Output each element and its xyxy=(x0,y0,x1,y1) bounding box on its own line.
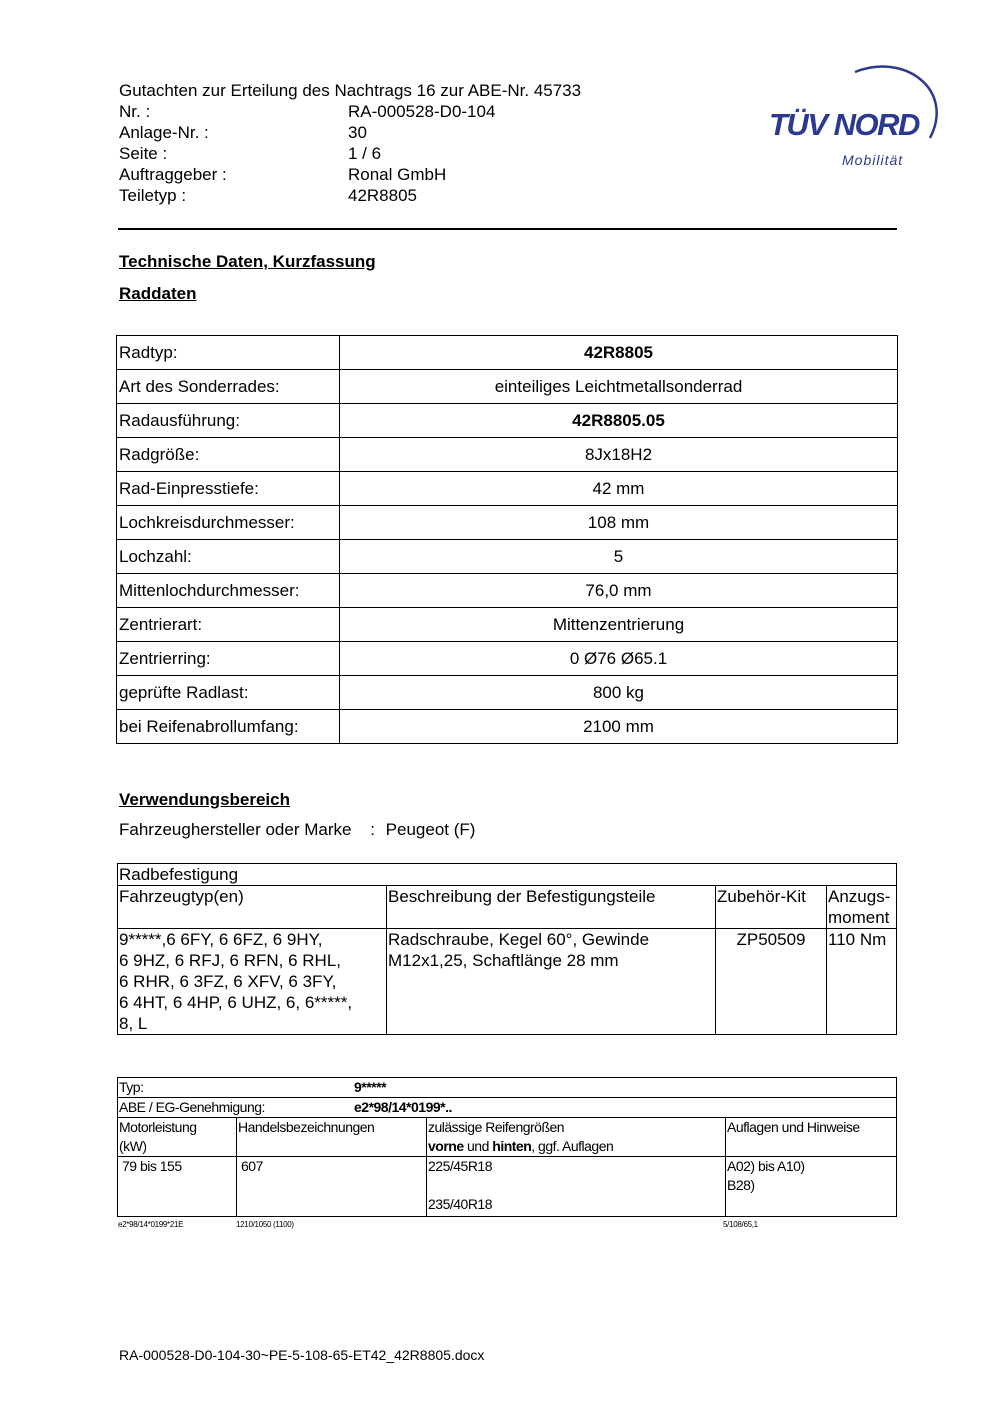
raddaten-row xyxy=(117,608,898,642)
raddaten-label: Rad-Einpresstiefe: xyxy=(117,472,340,506)
beschreibung-cell xyxy=(387,929,716,1035)
reifen-2: 235/40R18 xyxy=(428,1196,493,1212)
abe-label: ABE / EG-Genehmigung: xyxy=(119,1099,265,1115)
tuv-nord-logo xyxy=(765,60,945,170)
manufacturer-label: Fahrzeughersteller oder Marke xyxy=(119,820,352,839)
zubehoer-kit-cell: ZP50509 xyxy=(716,929,827,1035)
reifen-1: 225/45R18 xyxy=(428,1158,493,1174)
raddaten-table xyxy=(116,335,898,744)
raddaten-row xyxy=(117,574,898,608)
header-value: 30 xyxy=(348,123,367,142)
raddaten-label: Radgröße: xyxy=(117,438,340,472)
raddaten-row xyxy=(117,676,898,710)
reifengroessen-cell xyxy=(427,1157,726,1217)
raddaten-value: 0 Ø76 Ø65.1 xyxy=(340,642,898,676)
raddaten-value: 8Jx18H2 xyxy=(340,438,898,472)
handelsbezeichnung-cell: 607 xyxy=(237,1157,427,1217)
header-reifengroessen xyxy=(427,1118,726,1157)
document-footer: RA-000528-D0-104-30~PE-5-108-65-ET42_42R8805.docx xyxy=(119,1347,485,1363)
manufacturer-separator: : xyxy=(370,820,375,839)
raddaten-label: Radtyp: xyxy=(117,336,340,370)
vorne-text: vorne xyxy=(428,1138,464,1154)
raddaten-row xyxy=(117,472,898,506)
abe-value: e2*98/14*0199*.. xyxy=(354,1099,452,1115)
raddaten-value: Mittenzentrierung xyxy=(340,608,898,642)
raddaten-value: 42 mm xyxy=(340,472,898,506)
header-row-auftraggeber xyxy=(119,164,581,185)
header-reifen-line2 xyxy=(428,1137,724,1156)
header-label: Seite : xyxy=(119,144,168,163)
raddaten-row xyxy=(117,336,898,370)
typ-row xyxy=(118,1078,897,1098)
radbefestigung-table xyxy=(117,863,897,1035)
und-text: und xyxy=(463,1138,493,1154)
typ-value: 9***** xyxy=(354,1079,387,1095)
header-value: 1 / 6 xyxy=(348,144,382,163)
raddaten-label: Radausführung: xyxy=(117,404,340,438)
header-row-nr xyxy=(119,101,581,122)
raddaten-value: 5 xyxy=(340,540,898,574)
header-motorleistung-line1: Motorleistung xyxy=(119,1119,197,1135)
header-value: Ronal GmbH xyxy=(348,165,447,184)
header-row-teiletyp xyxy=(119,185,581,206)
raddaten-label: Lochzahl: xyxy=(117,540,340,574)
beschreibung-line: Radschraube, Kegel 60°, Gewinde xyxy=(388,930,650,949)
auflagen-cell xyxy=(726,1157,897,1217)
raddaten-label: bei Reifenabrollumfang: xyxy=(117,710,340,744)
raddaten-row xyxy=(117,404,898,438)
raddaten-row xyxy=(117,506,898,540)
header-motorleistung-line2: (kW) xyxy=(119,1138,147,1154)
fahrzeugtyp-line: 8, L xyxy=(119,1014,148,1033)
raddaten-label: Art des Sonderrades: xyxy=(117,370,340,404)
header-fahrzeugtyp: Fahrzeugtyp(en) xyxy=(118,886,387,929)
header-handelsbezeichnungen: Handelsbezeichnungen xyxy=(237,1118,427,1157)
manufacturer-value: Peugeot (F) xyxy=(385,820,476,839)
header-row-seite xyxy=(119,143,581,164)
radbefestigung-title: Radbefestigung xyxy=(118,864,897,886)
logo-sub-text: Mobilität xyxy=(842,152,904,168)
raddaten-label: Lochkreisdurchmesser: xyxy=(117,506,340,540)
raddaten-row xyxy=(117,642,898,676)
raddaten-value: 42R8805.05 xyxy=(340,404,898,438)
fine-print-pcd: 5/108/65,1 xyxy=(723,1220,758,1229)
fine-print-weights: 1210/1050 (1100) xyxy=(236,1220,294,1229)
header-anzugsmoment-line2: moment xyxy=(828,908,890,927)
header-reifen-line1: zulässige Reifengrößen xyxy=(428,1119,565,1135)
fahrzeugtyp-line: 6 9HZ, 6 RFJ, 6 RFN, 6 RHL, xyxy=(119,951,341,970)
raddaten-row xyxy=(117,438,898,472)
header-motorleistung xyxy=(118,1118,237,1157)
raddaten-value: einteiliges Leichtmetallsonderrad xyxy=(340,370,898,404)
auflagen-line: A02) bis A10) xyxy=(727,1158,805,1174)
raddaten-value: 108 mm xyxy=(340,506,898,540)
header-label: Anlage-Nr. : xyxy=(119,123,209,142)
document-header xyxy=(119,80,581,206)
header-anzugsmoment xyxy=(827,886,897,929)
raddaten-label: Zentrierring: xyxy=(117,642,340,676)
section-title-tech: Technische Daten, Kurzfassung xyxy=(119,252,376,271)
motorleistung-cell: 79 bis 155 xyxy=(118,1157,237,1217)
section-title-raddaten: Raddaten xyxy=(119,284,197,303)
fine-print-approval: e2*98/14*0199*21E xyxy=(118,1220,184,1229)
raddaten-value: 76,0 mm xyxy=(340,574,898,608)
raddaten-label: geprüfte Radlast: xyxy=(117,676,340,710)
header-auflagen: Auflagen und Hinweise xyxy=(726,1118,897,1157)
raddaten-label: Mittenlochdurchmesser: xyxy=(117,574,340,608)
header-value: RA-000528-D0-104 xyxy=(348,102,496,121)
raddaten-row xyxy=(117,370,898,404)
manufacturer-line xyxy=(119,820,475,840)
report-title: Gutachten zur Erteilung des Nachtrags 16 zur ABE-Nr. 45733 xyxy=(119,81,582,100)
logo-brand-text: TÜV NORD xyxy=(769,107,919,142)
header-label: Teiletyp : xyxy=(119,186,187,205)
header-divider xyxy=(118,228,897,230)
auflagen-line: B28) xyxy=(727,1177,755,1193)
header-label: Nr. : xyxy=(119,102,151,121)
section-title-verwendung: Verwendungsbereich xyxy=(119,790,290,809)
hinten-text: hinten xyxy=(492,1138,532,1154)
raddaten-row xyxy=(117,540,898,574)
raddaten-row xyxy=(117,710,898,744)
raddaten-value: 42R8805 xyxy=(340,336,898,370)
abe-row xyxy=(118,1098,897,1118)
raddaten-label: Zentrierart: xyxy=(117,608,340,642)
fahrzeugtypen-cell xyxy=(118,929,387,1035)
header-row-anlage xyxy=(119,122,581,143)
auflagen-hint-text: , ggf. Auflagen xyxy=(531,1138,614,1154)
fahrzeugtyp-line: 9*****,6 6FY, 6 6FZ, 6 9HY, xyxy=(119,930,323,949)
header-beschreibung: Beschreibung der Befestigungsteile xyxy=(387,886,716,929)
header-zubehoer-kit: Zubehör-Kit xyxy=(716,886,827,929)
header-label: Auftraggeber : xyxy=(119,165,227,184)
fahrzeugtyp-line: 6 RHR, 6 3FZ, 6 XFV, 6 3FY, xyxy=(119,972,337,991)
header-value: 42R8805 xyxy=(348,186,418,205)
anzugsmoment-cell: 110 Nm xyxy=(827,929,897,1035)
typ-label: Typ: xyxy=(119,1079,144,1095)
raddaten-value: 800 kg xyxy=(340,676,898,710)
typ-genehmigung-table xyxy=(117,1077,897,1217)
fahrzeugtyp-line: 6 4HT, 6 4HP, 6 UHZ, 6, 6*****, xyxy=(119,993,353,1012)
header-anzugsmoment-line1: Anzugs- xyxy=(828,887,891,906)
raddaten-value: 2100 mm xyxy=(340,710,898,744)
beschreibung-line: M12x1,25, Schaftlänge 28 mm xyxy=(388,951,619,970)
